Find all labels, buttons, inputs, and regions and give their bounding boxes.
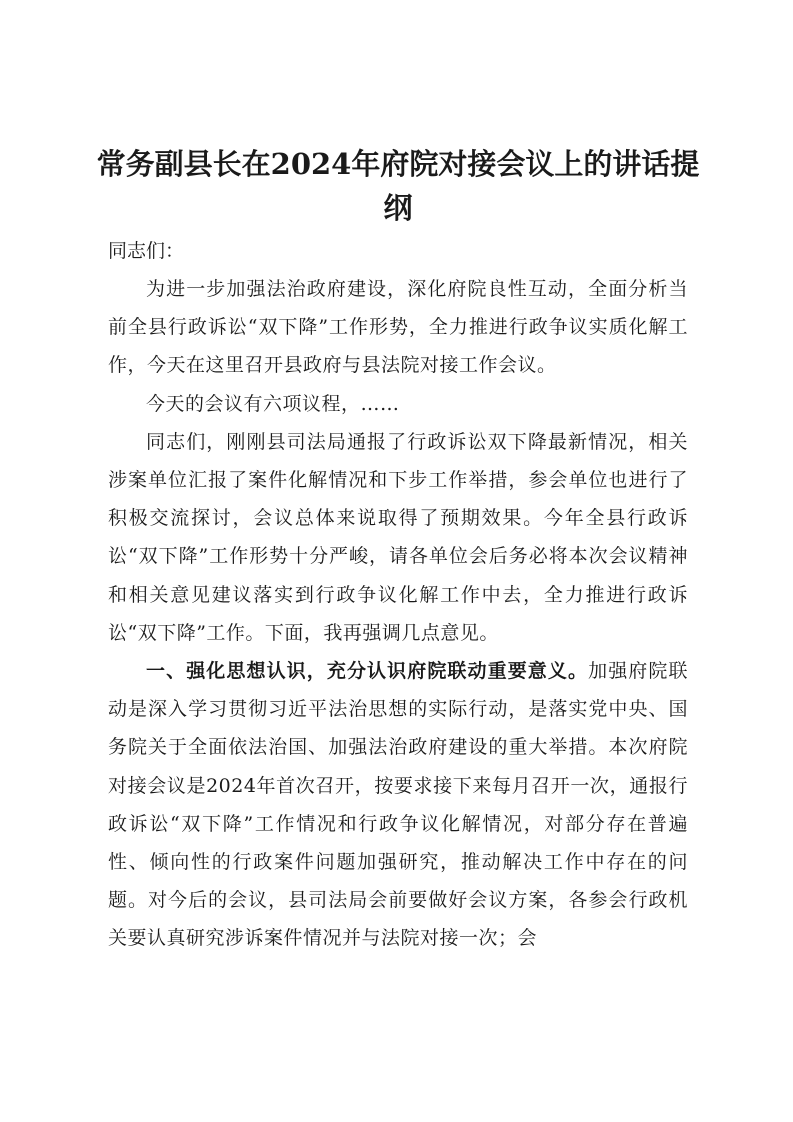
- paragraph-intro: 为进一步加强法治政府建设，深化府院良性互动，全面分析当前全县行政诉讼“双下降”工作形势，全力推进行政争议实质化解工作，今天在这里召开县政府与县法院对接工作会议。: [108, 278, 688, 377]
- document-page: [96, 142, 700, 958]
- document-title: 常务副县长在2024年府院对接会议上的讲话提纲: [96, 147, 700, 225]
- paragraph-section-one: [108, 652, 688, 958]
- paragraph-agenda: 今天的会议有六项议程，……: [146, 392, 400, 415]
- section-one-body: 加强府院联动是深入学习贯彻习近平法治思想的实际行动，是落实党中央、国务院关于全面依法治国、加强法治政府建设的重大举措。本次府院对接会议是2024年首次召开，按要求接下来每月召开一次，通报行政诉讼“双下降”工作情况和行政争议化解情况，对部分存在普遍性、倾向性的行政案件问题加强研究，推动解决工作中存在的问题。对今后的会议，县司法局会前要做好会议方案，各参会行政机关要认真研究涉诉案件情况并与法院对接一次；会: [108, 660, 688, 950]
- salutation: 同志们：: [108, 240, 185, 262]
- section-one-heading: 一、强化思想认识，充分认识府院联动重要意义。: [146, 660, 589, 683]
- paragraph-summary: 同志们，刚刚县司法局通报了行政诉讼双下降最新情况，相关涉案单位汇报了案件化解情况和下步工作举措，参会单位也进行了积极交流探讨，会议总体来说取得了预期效果。今年全县行政诉讼“双下降”工作形势十分严峻，请各单位会后务必将本次会议精神和相关意见建议落实到行政争议化解工作中去，全力推进行政诉讼“双下降”工作。下面，我再强调几点意见。: [108, 430, 688, 644]
